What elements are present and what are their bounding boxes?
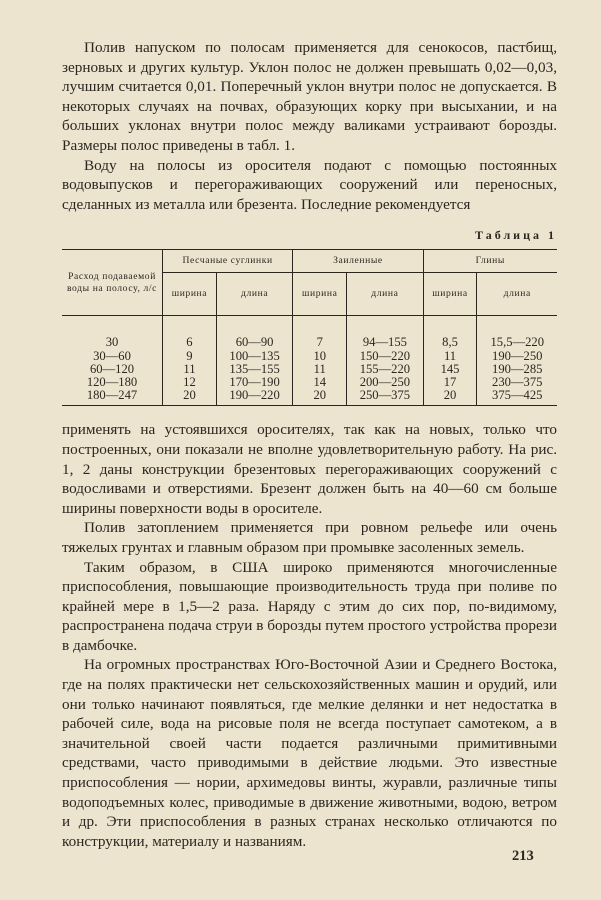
strip-size-table: [62, 249, 557, 406]
table-cell: 120—180: [86, 374, 138, 389]
subheader-width: ширина: [293, 273, 347, 316]
subheader-width: ширина: [163, 273, 217, 316]
paragraph-continuation: применять на устоявшихся оросителях, так как на новых, только что построенных, они показали не вполне удовлетворительную работу. На рис. 1, 2 даны конструкции брезентовых перегораживающих сооружений с водосливами и отверстиями. Брезент должен быть на 40—60 см больше ширины поверхности воды в оросителе.: [62, 421, 557, 517]
page-number: 213: [512, 848, 534, 864]
table-caption: Таблица 1: [475, 228, 557, 243]
table-cell: 7: [293, 316, 347, 350]
table-cell: 145: [423, 363, 477, 376]
table-cell: 190—285: [477, 363, 557, 376]
table-cell: 250—375: [347, 389, 423, 406]
paragraph-water-supply: Воду на полосы из оросителя подают с помощью постоянных водовыпусков и перегораживающих сооружений или переносных, сделанных из металла или брезента. Последние рекомендуется: [62, 156, 557, 213]
subheader-length: длина: [216, 273, 292, 316]
table-cell: 190—250: [477, 350, 557, 363]
table-cell: 190—220: [216, 389, 292, 406]
table-row: [62, 389, 557, 406]
table-cell: 180—247: [86, 388, 138, 403]
row-header: Расход подаваемой воды на полосу, л/с: [62, 250, 163, 316]
table-cell: 150—220: [347, 350, 423, 363]
paragraph-usa-summary: Таким образом, в США широко применяются многочисленные приспособления, повышающие производительность труда при поливе по крайней мере в 1,5—2 раза. Наряду с этим до сих пор, по-видимому, распространена подача струи в борозды путем простого устройства прорези в дамбочке.: [62, 558, 557, 654]
table-cell: 155—220: [347, 363, 423, 376]
subheader-length: длина: [347, 273, 423, 316]
table-cell: 10: [293, 350, 347, 363]
table-cell: 30—60: [93, 348, 131, 363]
table-cell: 17: [423, 376, 477, 389]
paragraph-asia-methods: На огромных пространствах Юго-Восточной Азии и Среднего Востока, где на полях практически нет сельскохозяйственных машин и орудий, или они только начинают появляться, где мелкие делянки и нет недостатка в рабочей силе, вода на рисовые поля не всегда поступает самотеком, а в значительной своей части подается различными примитивными средствами, часто приводимыми в действие людьми. Это известные приспособления — нории, архимедовы винты, журавли, различные типы водоподъемных колес, приводимые в движение животными, водою, ветром и др. Эти приспособления в разных странах несколько отличаются по конструкции, материалу и названиям.: [62, 656, 557, 850]
table-cell: 9: [163, 350, 217, 363]
table-cell: 11: [163, 363, 217, 376]
table-cell: 20: [423, 389, 477, 406]
table-cell: 94—155: [347, 316, 423, 350]
table-cell: 20: [163, 389, 217, 406]
table-cell: 8,5: [423, 316, 477, 350]
table-row: [62, 350, 557, 363]
table-cell: 11: [423, 350, 477, 363]
subheader-width: ширина: [423, 273, 477, 316]
table-cell: 20: [293, 389, 347, 406]
group-header-sandy-loam: Песчаные суглинки: [163, 250, 293, 273]
paragraph-flooding: Полив затоплением применяется при ровном рельефе или очень тяжелых грунтах и главным образом при промывке засоленных земель.: [62, 519, 557, 556]
table-row: [62, 363, 557, 376]
table-cell: 15,5—220: [477, 316, 557, 350]
paragraph-strip-irrigation: Полив напуском по полосам применяется для сенокосов, пастбищ, зерновых и других культур. Уклон полос не должен превышать 0,02—0,03, лучшим считается 0,01. Поперечный уклон внутри полос не допускается. В некоторых случаях на почвах, образующих корку при высыхании, и на больших уклонах внутри полос между валиками устраивают борозды. Размеры полос приведены в табл. 1.: [62, 39, 557, 154]
table-cell: 30: [62, 316, 163, 350]
table-cell: 11: [293, 363, 347, 376]
table-cell: 60—120: [89, 361, 135, 376]
table-cell: 12: [163, 376, 217, 389]
table-cell: 170—190: [216, 376, 292, 389]
table-cell: 375—425: [477, 389, 557, 406]
table-row: [62, 316, 557, 350]
subheader-length: длина: [477, 273, 557, 316]
table-cell: 14: [293, 376, 347, 389]
table-cell: 200—250: [347, 376, 423, 389]
group-header-silted: Заиленные: [293, 250, 423, 273]
table-cell: 100—135: [216, 350, 292, 363]
group-header-clay: Глины: [423, 250, 557, 273]
table-cell: 135—155: [216, 363, 292, 376]
table-cell: 230—375: [477, 376, 557, 389]
table-cell: 6: [163, 316, 217, 350]
table-cell: 60—90: [216, 316, 292, 350]
